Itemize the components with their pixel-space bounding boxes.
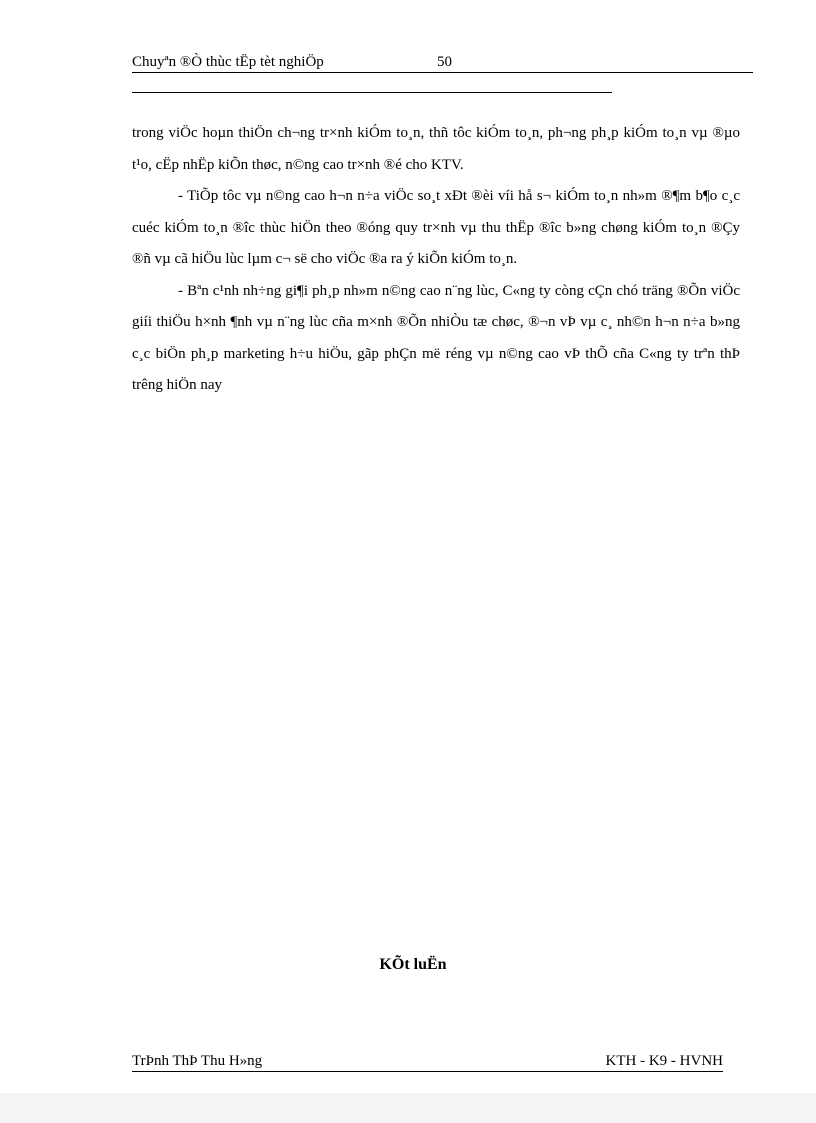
- page-footer: [132, 1051, 723, 1072]
- paragraph-marketing: - Bªn c¹nh nh÷ng gi¶i ph¸p nh»m n©ng cao n¨ng lùc, C«ng ty còng cÇn chó träng ®Õn viÖc giíi thiÖu h×nh ¶nh vµ n¨ng lùc cña m×nh ®Õn nhiÒu tæ chøc, ®¬n vÞ vµ c¸ nh©n h¬n n÷a b»ng c¸c biÖn ph¸p marketing h÷u hiÖu, gãp phÇn më réng vµ n©ng cao vÞ thÕ cña C«ng ty trªn thÞ trêng hiÖn nay: [132, 282, 740, 393]
- footer-class-code: KTH - K9 - HVNH: [605, 1053, 723, 1069]
- header-title: Chuyªn ®Ò thùc tËp tèt nghiÖp: [132, 54, 324, 70]
- page-number: 50: [437, 54, 452, 70]
- footer-author: TrÞnh ThÞ Thu H»ng: [132, 1053, 263, 1069]
- paragraph-review: - TiÕp tôc vµ n©ng cao h¬n n÷a viÖc so¸t xÐt ®èi víi hå s¬ kiÓm to¸n nh»m ®¶m b¶o c¸c cuéc kiÓm to¸n ®îc thùc hiÖn theo ®óng quy tr×nh vµ thu thËp ®îc b»ng chøng kiÓm to¸n ®Çy ®ñ vµ cã hiÖu lùc lµm c¬ së cho viÖc ®a ra ý kiÕn kiÓm to¸n.: [132, 188, 740, 267]
- paragraph-continuation: trong viÖc hoµn thiÖn ch¬ng tr×nh kiÓm to¸n, thñ tôc kiÓm to¸n, ph¬ng ph¸p kiÓm to¸n vµ ®µo t¹o, cËp nhËp kiÕn thøc, n©ng cao tr×nh ®é cho KTV.: [132, 125, 740, 173]
- page-header: [132, 52, 753, 73]
- header-divider: [132, 92, 612, 93]
- body-text: [132, 118, 740, 402]
- page-bottom-band: [0, 1093, 816, 1123]
- conclusion-heading: KÕt luËn: [379, 956, 447, 973]
